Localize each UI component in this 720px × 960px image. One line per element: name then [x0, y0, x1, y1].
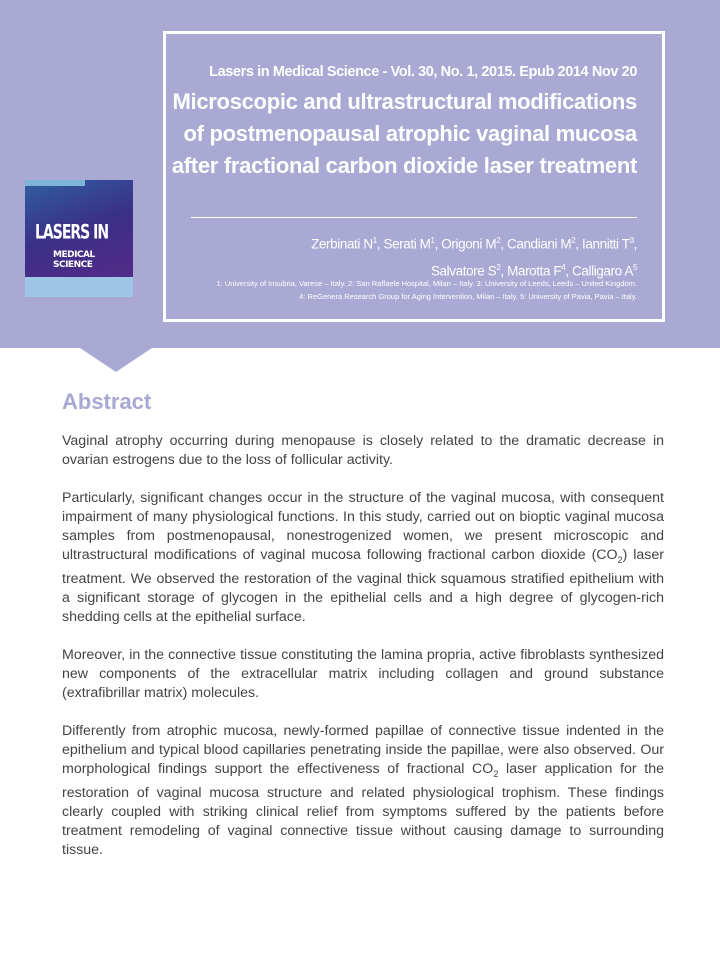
- affiliation-number: 1: [430, 236, 435, 245]
- affiliation-number: 2: [496, 236, 501, 245]
- author-name: Calligaro A: [572, 263, 633, 278]
- affiliation-number: 5: [632, 262, 637, 272]
- author-name: Origoni M: [441, 236, 497, 252]
- affiliations: [157, 277, 637, 303]
- cover-title-line2: MEDICAL SCIENCE: [53, 250, 95, 270]
- author-separator: ,: [565, 263, 573, 278]
- abstract-body: [62, 432, 664, 879]
- author-separator: ,: [434, 236, 442, 252]
- author-separator: ,: [500, 236, 507, 252]
- abstract-heading: Abstract: [62, 389, 152, 414]
- author-separator: ,: [575, 236, 583, 252]
- affiliation-number: 3: [629, 236, 634, 245]
- affiliation-number: 4: [561, 262, 566, 272]
- journal-citation: Lasers in Medical Science - Vol. 30, No. 1, 2015. Epub 2014 Nov 20: [209, 64, 637, 80]
- article-title: Microscopic and ultrastructural modifications of postmenopausal atrophic vaginal mucosa after fractional carbon dioxide laser treatment: [171, 89, 637, 178]
- author-name: Candiani M: [506, 236, 572, 252]
- affiliations-line-1: 1: University of Insubria, Varese – Italy. 2: San Raffaele Hospital, Milan – Italy. 3: University of Leeds, Leeds – United Kingdom.: [216, 279, 637, 288]
- author-name: Serati M: [383, 236, 431, 252]
- author-separator: ,: [633, 236, 637, 252]
- subscript: 2: [493, 768, 499, 779]
- cover-title-line1: LASERS IN: [35, 221, 109, 245]
- journal-cover-image: [25, 180, 133, 297]
- author-name: Marotta F: [507, 263, 562, 278]
- affiliation-number: 2: [571, 236, 576, 245]
- abstract-paragraph: [62, 722, 664, 860]
- divider: [191, 217, 637, 218]
- text: Differently from atrophic mucosa, newly-formed papillae of connective tissue indented in the epithelium and typical blood capillaries penetrating inside the papillae, were also observed. Our morphological findings support the effectiveness of fractional CO: [62, 722, 664, 777]
- subscript: 2: [617, 554, 623, 565]
- affiliation-number: 1: [372, 236, 377, 245]
- author-name: Salvatore S: [430, 263, 497, 278]
- text: laser application for the restoration of vaginal mucosa structure and related physiological trophism. These findings clearly coupled with striking clinical relief from symptoms suffered by the patients before treatment remodeling of vaginal connective tissue without causing damage to surrounding tissue.: [62, 760, 664, 858]
- abstract-paragraph: Moreover, in the connective tissue constituting the lamina propria, active fibroblasts synthesized new components of the extracellular matrix including collagen and ground substance (extrafibrillar matrix) molecules.: [62, 646, 664, 701]
- abstract-paragraph: [62, 489, 664, 627]
- author-name: Zerbinati N: [311, 236, 373, 252]
- affiliations-line-2: 4: ReGenera Research Group for Aging Intervention, Milan – Italy. 5: University of Pavia, Pavia – Italy.: [299, 292, 637, 301]
- cover-footer: [25, 277, 133, 297]
- text: Particularly, significant changes occur in the structure of the vaginal mucosa, with consequent impairment of many physiological functions. In this study, carried out on bioptic vaginal mucosa samples from postmenopausal, nonestrogenized women, we present microscopic and ultrastructural modifications of vaginal mucosa following fractional carbon dioxide (CO: [62, 490, 664, 563]
- cover-strip: [25, 180, 85, 186]
- affiliation-number: 2: [496, 262, 501, 272]
- author-separator: ,: [500, 263, 508, 278]
- author-name: Iannitti T: [582, 236, 630, 252]
- author-list: [177, 229, 637, 282]
- abstract-paragraph: Vaginal atrophy occurring during menopause is closely related to the dramatic decrease in ovarian estrogens due to the loss of follicular activity.: [62, 433, 664, 468]
- article-header-box: [163, 31, 665, 322]
- text: ) laser treatment. We observed the restoration of the vaginal thick squamous stratified epithelium with a significant storage of glycogen in the epithelial cells and a high degree of glycogen-rich shedding cells at the epithelial surface.: [62, 547, 664, 625]
- header-pointer: [80, 348, 152, 372]
- author-separator: ,: [376, 236, 384, 252]
